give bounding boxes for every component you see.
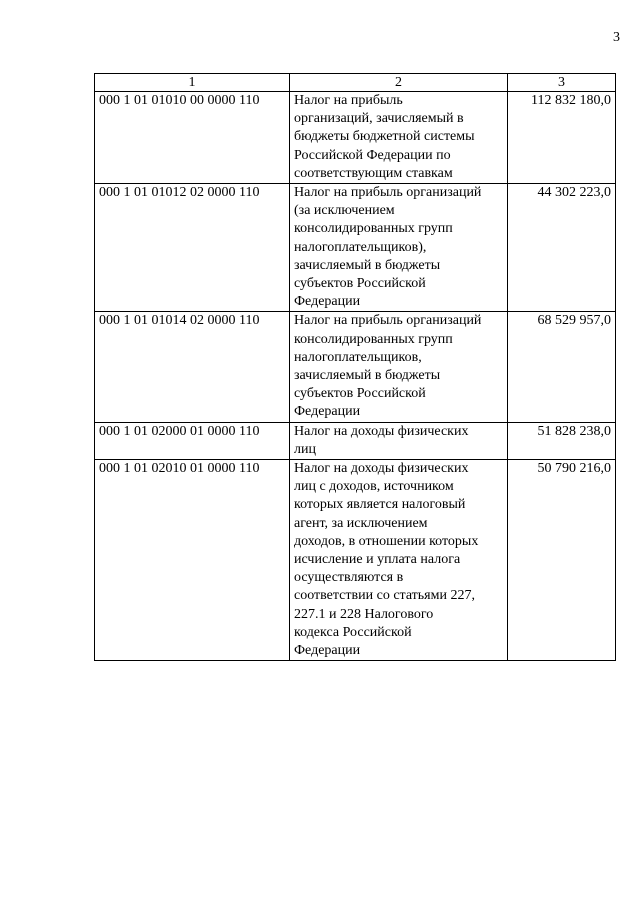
revenue-name-line: Федерации [294,404,361,420]
budget-revenue-table [94,73,616,661]
revenue-name-line: субъектов Российской [294,276,426,292]
revenue-name-line: кодекса Российской [294,624,412,640]
revenue-code-cell: 000 1 01 01012 02 0000 110 [95,184,290,312]
revenue-name-line: консолидированных групп [294,221,453,237]
amount-cell: 68 529 957,0 [508,312,616,422]
revenue-name-cell [290,312,508,422]
revenue-name-line: осуществляются в [294,570,404,586]
revenue-name-line: исчисление и уплата налога [294,552,461,568]
table-row [95,92,616,184]
revenue-name-line: Федерации [294,294,361,310]
amount-cell: 112 832 180,0 [508,92,616,184]
amount-cell: 44 302 223,0 [508,184,616,312]
revenue-name-line: зачисляемый в бюджеты [294,368,441,384]
revenue-name-line: лиц [294,441,316,457]
revenue-name-line: субъектов Российской [294,386,426,402]
revenue-name-line: налогоплательщиков, [294,349,422,365]
revenue-name-cell [290,184,508,312]
revenue-name-line: Налог на доходы физических [294,423,469,439]
revenue-code-cell: 000 1 01 01010 00 0000 110 [95,92,290,184]
revenue-name-line: Налог на прибыль организаций [294,313,482,329]
table-row [95,422,616,459]
revenue-name-line: Налог на доходы физических [294,461,469,477]
column-header-2: 2 [290,74,508,92]
page-number: 3 [613,30,620,45]
revenue-name-line: 227.1 и 228 Налогового [294,606,434,622]
revenue-name-line: соответствующим ставкам [294,165,453,181]
revenue-name-line: зачисляемый в бюджеты [294,257,441,273]
table-body [95,92,616,661]
amount-cell: 50 790 216,0 [508,460,616,661]
revenue-name-line: лиц с доходов, источником [294,479,454,495]
column-header-3: 3 [508,74,616,92]
revenue-name-cell [290,422,508,459]
revenue-name-line: организаций, зачисляемый в [294,111,464,127]
revenue-name-line: (за исключением [294,203,395,219]
table-row [95,312,616,422]
revenue-name-line: доходов, в отношении которых [294,533,479,549]
revenue-name-line: агент, за исключением [294,515,428,531]
revenue-name-line: консолидированных групп [294,331,453,347]
revenue-name-line: Федерации [294,643,361,659]
table-header-row [95,74,616,92]
column-header-1: 1 [95,74,290,92]
revenue-code-cell: 000 1 01 02000 01 0000 110 [95,422,290,459]
table-row [95,460,616,661]
revenue-name-line: Налог на прибыль [294,93,403,108]
revenue-name-line: бюджеты бюджетной системы [294,129,475,145]
revenue-name-line: которых является налоговый [294,497,466,513]
revenue-name-line: соответствии со статьями 227, [294,588,475,604]
table-row [95,184,616,312]
revenue-name-line: Налог на прибыль организаций [294,185,482,201]
revenue-code-cell: 000 1 01 02010 01 0000 110 [95,460,290,661]
revenue-name-cell [290,460,508,661]
revenue-name-cell [290,92,508,184]
revenue-name-line: Российской Федерации по [294,147,451,163]
amount-cell: 51 828 238,0 [508,422,616,459]
revenue-code-cell: 000 1 01 01014 02 0000 110 [95,312,290,422]
revenue-name-line: налогоплательщиков), [294,239,427,255]
